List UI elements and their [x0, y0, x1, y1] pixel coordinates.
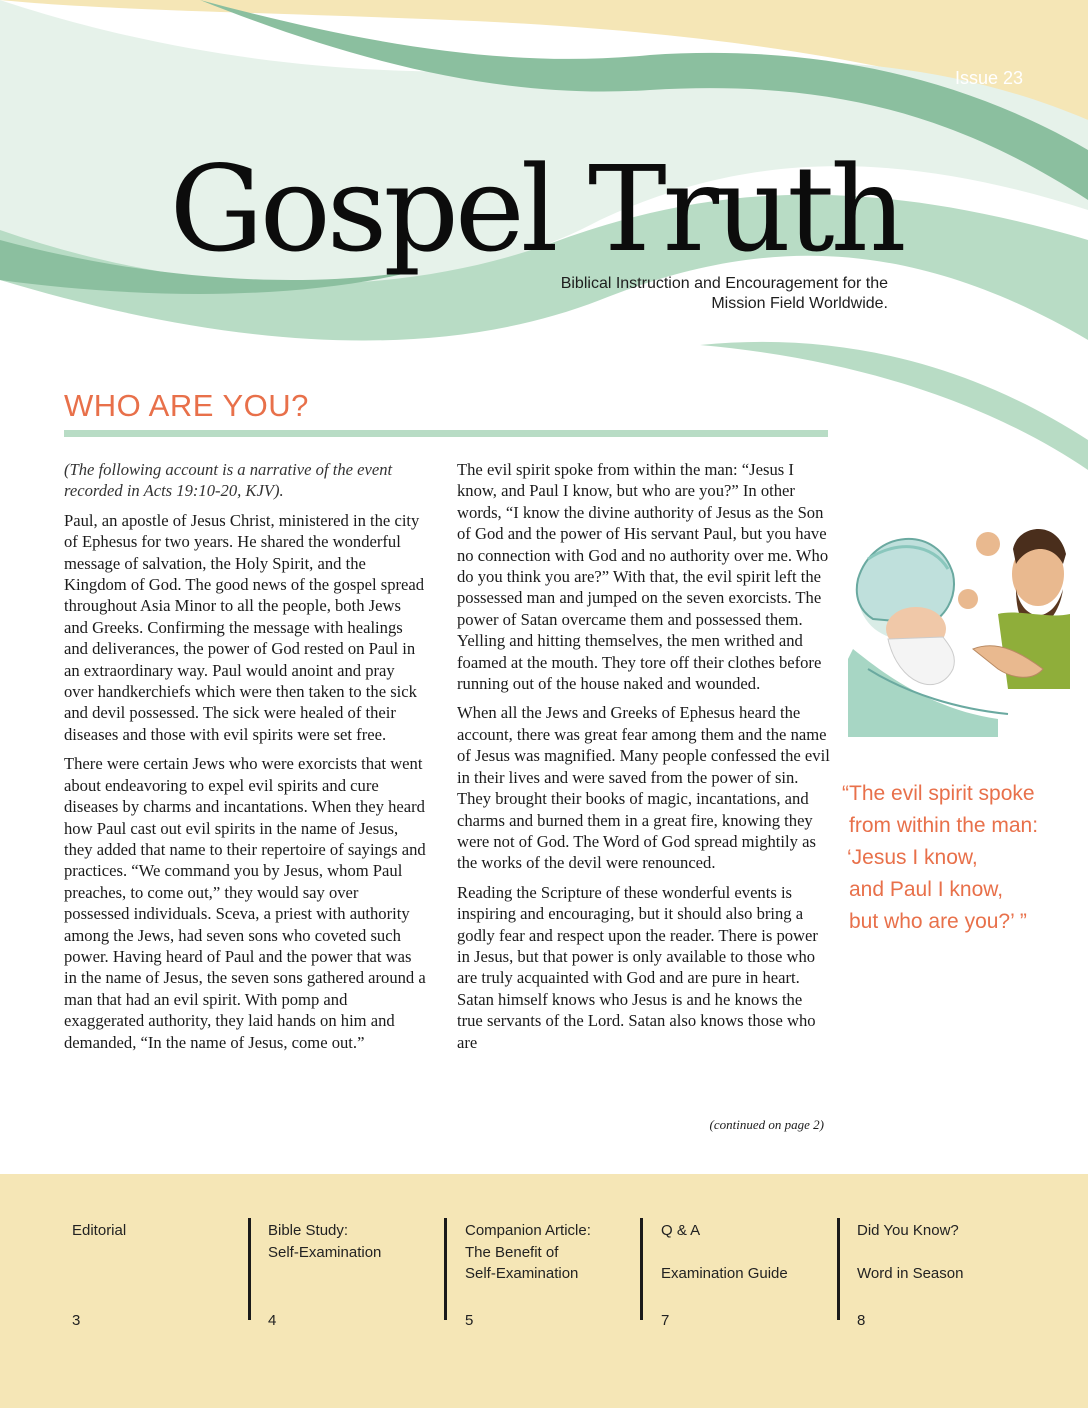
- pull-quote: [842, 778, 1082, 938]
- table-of-contents: [0, 1174, 1088, 1408]
- toc-item-did-you-know[interactable]: [857, 1220, 1037, 1320]
- toc-label: Self-Examination: [268, 1243, 382, 1261]
- article-column-2: [457, 459, 832, 1061]
- toc-divider: [640, 1218, 643, 1320]
- article-intro: (The following account is a narrative of the event recorded in Acts 19:10-20, KJV).: [64, 460, 393, 501]
- toc-label: [857, 1242, 1037, 1264]
- illustration-image: [848, 519, 1070, 737]
- toc-label: The Benefit of: [465, 1243, 559, 1261]
- pull-quote-line: ‘Jesus I know,: [847, 846, 978, 869]
- toc-page-number: 5: [465, 1312, 474, 1329]
- toc-item-editorial[interactable]: [72, 1220, 252, 1320]
- masthead-title: Gospel Truth: [169, 140, 903, 278]
- article-paragraph: Reading the Scripture of these wonderful events is inspiring and encouraging, but it should also bring a godly fear and respect upon the reader. There is power in Jesus, but that power is only available to those who are truly acquainted with God and are pure in heart. Satan himself knows who Jesus is and he knows the true servants of the Lord. Satan also knows those who are: [457, 882, 818, 1052]
- toc-page-number: 8: [857, 1312, 866, 1329]
- headline-rule: [64, 430, 828, 437]
- pull-quote-line: but who are you?’ ”: [849, 910, 1027, 933]
- article-headline: WHO ARE YOU?: [64, 388, 309, 423]
- tagline-line-2: Mission Field Worldwide.: [711, 295, 888, 312]
- toc-label: [661, 1242, 841, 1264]
- article-column-1: [64, 459, 426, 1061]
- toc-label: Companion Article:: [465, 1222, 591, 1239]
- toc-divider: [444, 1218, 447, 1320]
- toc-divider: [837, 1218, 840, 1320]
- toc-label: Word in Season: [857, 1265, 964, 1282]
- article-paragraph: Paul, an apostle of Jesus Christ, ministered in the city of Ephesus for two years. He shared the wonderful message of salvation, the Holy Spirit, and the Kingdom of God. The good news of the gospel spread throughout Asia Minor to all the people, both Jews and Greeks. Confirming the message with healings and deliverances, the power of God rested on Paul in an extraordinary way. Paul would anoint and pray over handkerchiefs which were then taken to the sick and devil possessed. The sick were healed of their diseases and those with evil spirits were set free.: [64, 510, 425, 744]
- toc-label: Did You Know?: [857, 1222, 959, 1239]
- article-paragraph: The evil spirit spoke from within the man: “Jesus I know, and Paul I know, but who are you?” In other words, “I know the divine authority of Jesus as the Son of God and the power of His servant Paul, but you have no connection with God and no authority over me. Who do you think you are?” With that, the evil spirit left the possessed man and jumped on the seven exorcists. The power of Satan overcame them and possessed them. Yelling and hitting themselves, the men writhed and foamed at the mouth. They tore off their clothes before running out of the house naked and wounded.: [457, 460, 829, 694]
- toc-item-q-and-a[interactable]: [661, 1220, 841, 1320]
- toc-item-companion-article[interactable]: [465, 1220, 645, 1320]
- pull-quote-line: and Paul I know,: [849, 878, 1004, 901]
- toc-label: Editorial: [72, 1222, 127, 1239]
- toc-page-number: 3: [72, 1312, 81, 1329]
- article-paragraph: When all the Jews and Greeks of Ephesus heard the account, there was great fear among them and the name of Jesus was magnified. Many people confessed the evil in their lives and were saved from the power of sin. They brought their books of magic, incantations, and charms and burned them in a great fire, knowing they were not of God. The Word of God spread mightily as the works of the devil were renounced.: [457, 703, 830, 873]
- pull-quote-line: from within the man:: [849, 814, 1039, 837]
- toc-page-number: 7: [661, 1312, 670, 1329]
- toc-label: Q & A: [661, 1222, 701, 1239]
- pull-quote-line: “The evil spirit spoke: [842, 782, 1035, 805]
- toc-label: Self-Examination: [465, 1265, 579, 1282]
- toc-label: Examination Guide: [661, 1265, 788, 1282]
- tagline-line-1: Biblical Instruction and Encouragement for the: [560, 275, 888, 292]
- toc-divider: [248, 1218, 251, 1320]
- toc-label: Bible Study:: [268, 1222, 349, 1239]
- tagline: [561, 274, 888, 314]
- toc-item-bible-study[interactable]: [268, 1220, 448, 1320]
- article-paragraph: There were certain Jews who were exorcists that went about endeavoring to expel evil spirits and cure diseases by charms and incantations. When they heard how Paul cast out evil spirits in the name of Jesus, they added that name to their repertoire of sayings and practices. “We command you by Jesus, whom Paul preaches, to come out,” they would say over possessed individuals. Sceva, a priest with authority among the Jews, had seven sons who coveted such power. Having heard of Paul and the power that was in the name of Jesus, the seven sons gathered around a man that had an evil spirit. With pomp and exaggerated authority, they laid hands on him and demanded, “In the name of Jesus, come out.”: [64, 754, 426, 1052]
- issue-number: Issue 23: [954, 68, 1023, 88]
- continued-note: (continued on page 2): [709, 1117, 824, 1132]
- toc-page-number: 4: [268, 1312, 277, 1329]
